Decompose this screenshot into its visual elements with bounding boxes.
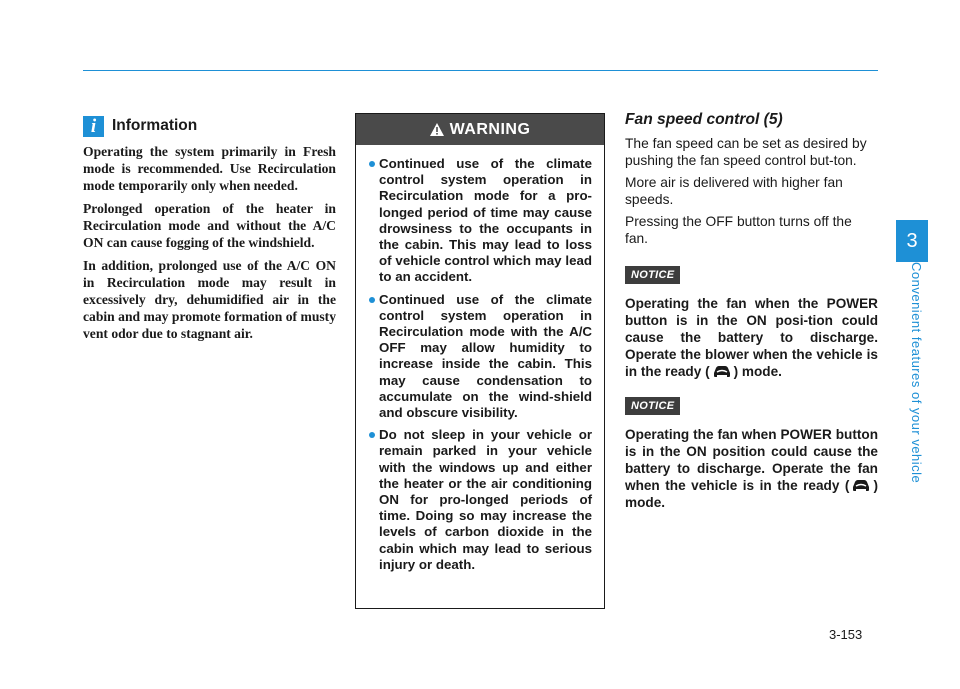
info-icon: i [83, 116, 104, 137]
notice-text [625, 426, 878, 511]
warning-item [369, 292, 592, 422]
body-paragraph: Pressing the OFF button turns off the fan. [625, 214, 852, 246]
information-paragraph: Prolonged operation of the heater in Recirculation mode and without the A/C ON can cause fogging of the windshield. [83, 201, 336, 250]
notice-text-before: Operating the fan when the POWER button is in the ON posi-tion could cause the battery to discharge. Operate the blower when the vehicle is in the ready ( [625, 296, 878, 379]
warning-box [355, 113, 605, 609]
bullet-icon [369, 297, 375, 303]
section-heading: Fan speed control (5) [625, 111, 783, 128]
warning-item-text: Continued use of the climate control system operation in Recirculation mode with the A/C OFF may allow humidity to increase inside the cabin. This may cause condensation to accumulate on the wind-shield and obscure visibility. [379, 291, 592, 421]
notice-badge: NOTICE [625, 266, 680, 284]
ready-car-icon [851, 478, 871, 493]
notice-text [625, 295, 878, 380]
warning-header [356, 114, 604, 145]
body-paragraph: More air is delivered with higher fan speeds. [625, 175, 843, 207]
notice-text-after: ) mode. [625, 478, 878, 510]
warning-item [369, 427, 592, 573]
warning-item-text: Continued use of the climate control system operation in Recirculation mode for a pro-longed period of time may cause drowsiness to the occupants in the cabin. This may lead to loss of vehicle control which may lead to an accident. [379, 156, 592, 285]
information-note [83, 113, 336, 342]
body-paragraph: The fan speed can be set as desired by pushing the fan speed control but-ton. [625, 136, 867, 168]
warning-title: WARNING [449, 120, 531, 138]
bullet-icon [369, 432, 375, 438]
warning-item [369, 156, 592, 286]
chapter-tab: 3 [896, 220, 928, 262]
information-title: Information [112, 117, 198, 134]
ready-car-icon [712, 364, 732, 379]
chapter-label: Convenient features of your vehicle [909, 262, 924, 484]
notice-badge: NOTICE [625, 397, 680, 415]
information-paragraph: Operating the system primarily in Fresh mode is recommended. Use Recirculation mode temporarily only when needed. [83, 144, 336, 193]
bullet-icon [369, 161, 375, 167]
fan-speed-section [625, 110, 878, 511]
warning-list [356, 145, 604, 573]
warning-item-text: Do not sleep in your vehicle or remain parked in your vehicle with the windows up and either the heater or the air conditioning ON for pro-longed periods of time. Doing so may increase the levels of carbon dioxide in the cabin which may lead to serious injury or death. [379, 427, 592, 572]
notice-text-after: ) mode. [733, 364, 782, 379]
information-paragraph: In addition, prolonged use of the A/C ON in Recirculation mode may result in excessively dry, dehumidified air in the cabin and may promote formation of musty vent odor due to stagnant air. [83, 258, 336, 341]
notice-block [625, 396, 878, 511]
notice-block [625, 265, 878, 380]
warning-triangle-icon [430, 123, 444, 136]
notice-text-before: Operating the fan when POWER button is in the ON position could cause the battery to discharge. Operate the fan when the vehicle is in the ready ( [625, 427, 878, 493]
information-header [83, 113, 336, 139]
top-rule [83, 70, 878, 71]
page-number: 3-153 [829, 627, 863, 642]
